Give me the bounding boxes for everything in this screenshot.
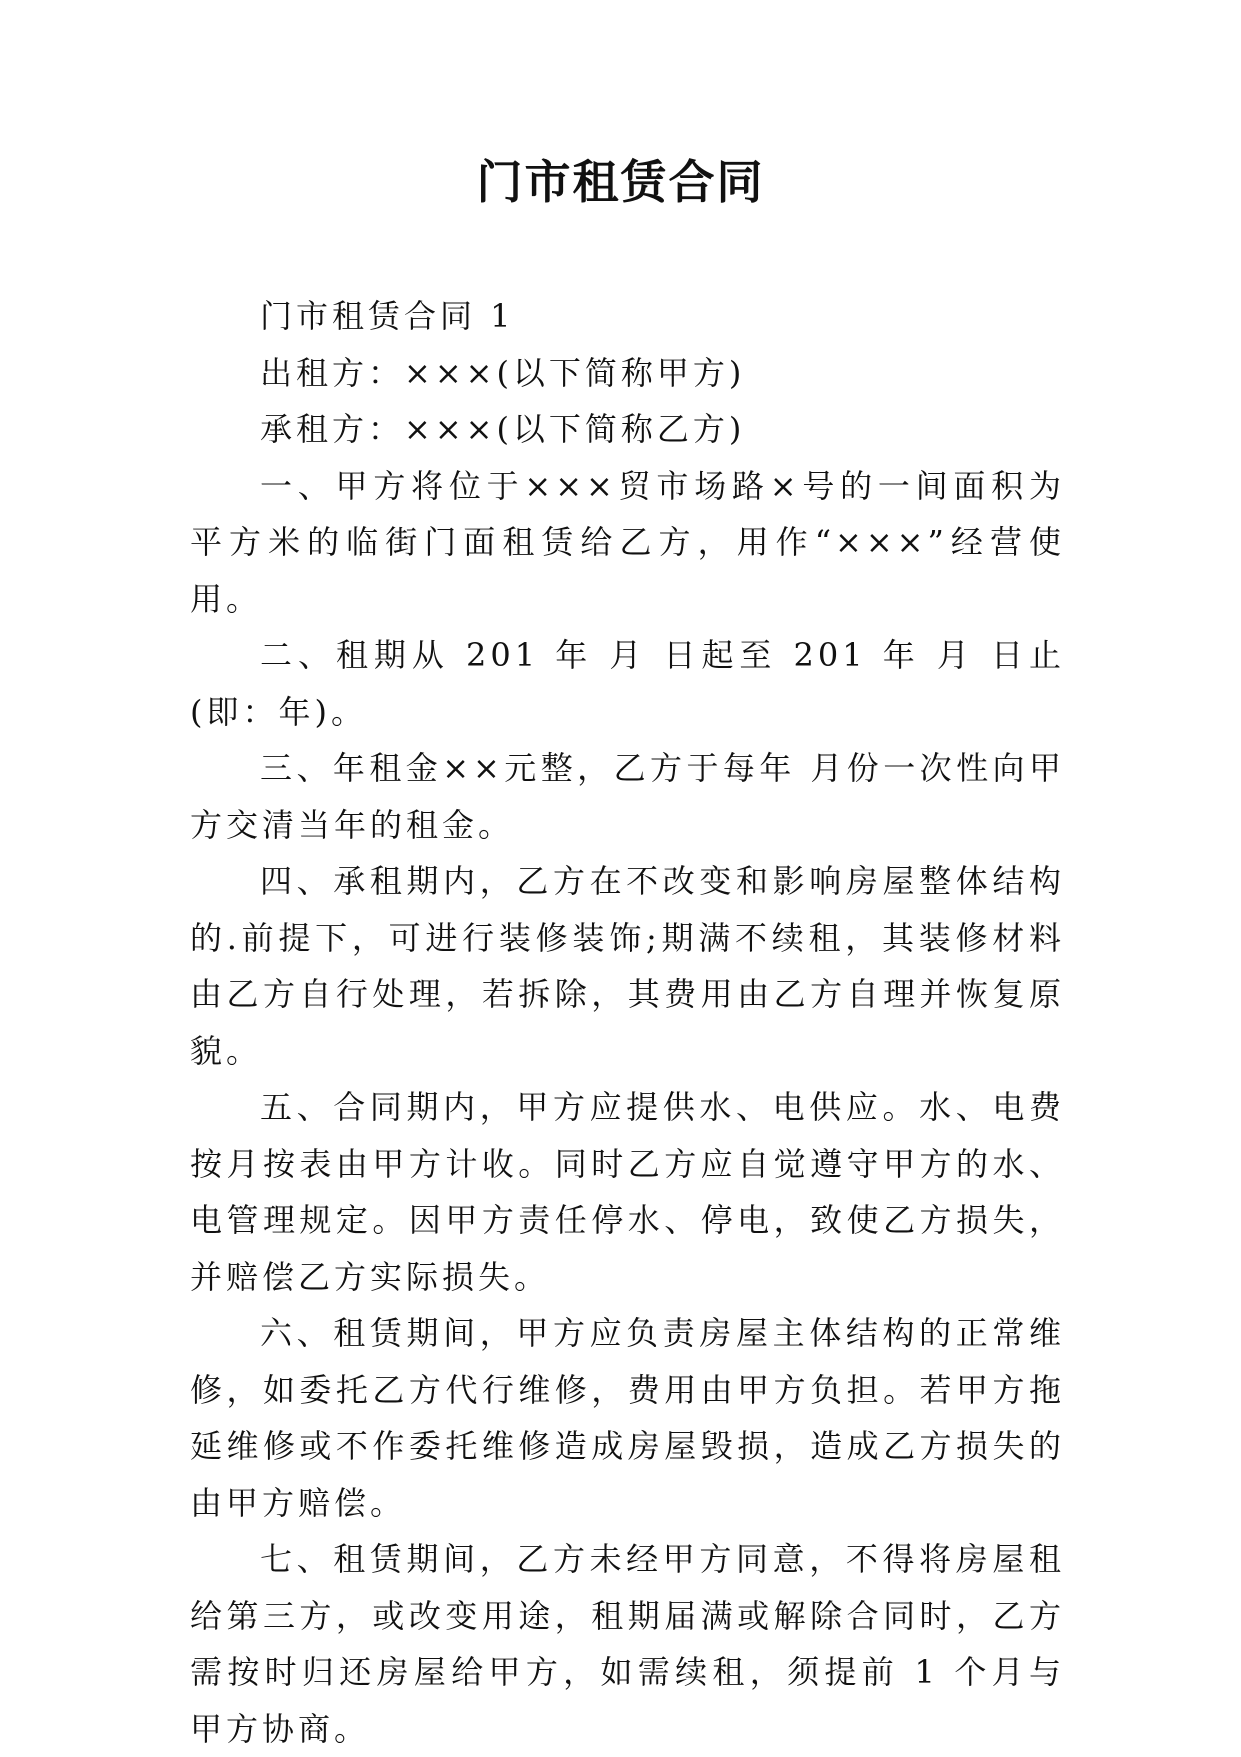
paragraph-clause-2: 二、租期从 201 年 月 日起至 201 年 月 日止(即：年)。	[190, 636, 1065, 731]
paragraph-clause-6: 六、租赁期间，甲方应负责房屋主体结构的正常维修，如委托乙方代行维修，费用由甲方负担。若甲方拖延维修或不作委托维修造成房屋毁损，造成乙方损失的由甲方赔偿。	[190, 1314, 1065, 1522]
paragraph-lessee: 承租方：×××(以下简称乙方)	[260, 410, 746, 448]
paragraph-clause-1: 一、甲方将位于×××贸市场路×号的一间面积为 平方米的临街门面租赁给乙方，用作“×××”经营使用。	[190, 466, 1065, 618]
paragraph-clause-4: 四、承租期内，乙方在不改变和影响房屋整体结构的.前提下，可进行装修装饰;期满不续租，其装修材料由乙方自行处理，若拆除，其费用由乙方自理并恢复原貌。	[190, 862, 1065, 1070]
paragraph-clause-7: 七、租赁期间，乙方未经甲方同意，不得将房屋租给第三方，或改变用途，租期届满或解除合同时，乙方需按时归还房屋给甲方，如需续租，须提前 1 个月与甲方协商。	[190, 1540, 1065, 1748]
document-body	[190, 288, 1065, 1757]
paragraph-clause-3: 三、年租金××元整，乙方于每年 月份一次性向甲方交清当年的租金。	[190, 749, 1065, 844]
paragraph-lessor: 出租方：×××(以下简称甲方)	[260, 353, 746, 392]
paragraph-clause-5: 五、合同期内，甲方应提供水、电供应。水、电费按月按表由甲方计收。同时乙方应自觉遵守甲方的水、电管理规定。因甲方责任停水、停电，致使乙方损失，并赔偿乙方实际损失。	[190, 1088, 1065, 1296]
document-title: 门市租赁合同	[476, 155, 765, 209]
paragraph-contract-heading: 门市租赁合同 1	[260, 297, 515, 335]
